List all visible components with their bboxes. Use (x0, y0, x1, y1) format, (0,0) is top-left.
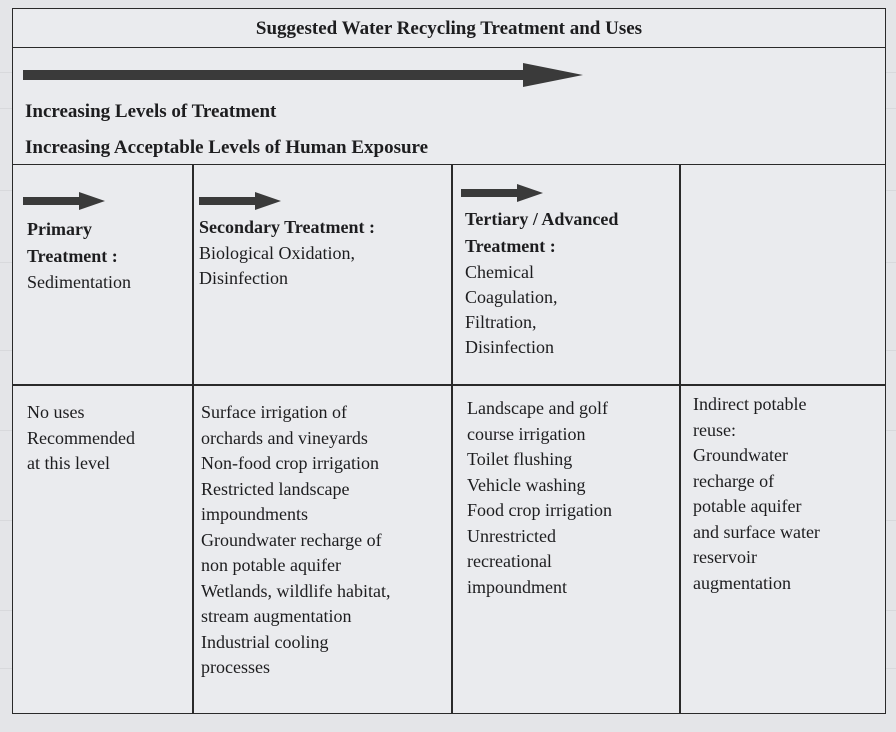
uses-line: Groundwater (693, 445, 788, 465)
uses-line: reservoir (693, 547, 757, 567)
primary-heading-line: Primary (27, 219, 92, 239)
primary-heading-line: Treatment : (27, 246, 118, 266)
uses-line: impoundment (467, 576, 567, 597)
uses-line: non potable aquifer (201, 555, 341, 575)
secondary-process-line: Disinfection (199, 268, 288, 288)
uses-line: Toilet flushing (467, 449, 573, 469)
primary-process-line: Sedimentation (27, 272, 131, 292)
uses-line: augmentation (693, 572, 791, 593)
uses-line: potable aquifer (693, 496, 802, 516)
uses-line: Indirect potable (693, 394, 807, 414)
tertiary-process-line: Filtration, (465, 312, 537, 332)
tertiary-process-line: Coagulation, (465, 287, 558, 307)
column-divider (679, 164, 681, 713)
uses-line: Non-food crop irrigation (201, 453, 379, 473)
tertiary-process-line: Disinfection (465, 337, 554, 357)
uses-line: Unrestricted (467, 525, 556, 546)
tertiary-treatment-cell (465, 206, 618, 360)
uses-line: stream augmentation (201, 606, 352, 626)
primary-uses-cell (27, 400, 135, 477)
uses-line: recreational (467, 551, 552, 571)
treatment-grid (13, 164, 885, 713)
uses-line: Wetlands, wildlife habitat, (201, 580, 391, 601)
uses-line: and surface water (693, 521, 820, 542)
secondary-process-line: Biological Oxidation, (199, 243, 355, 263)
column-divider (192, 164, 194, 713)
right-arrow-icon (461, 184, 543, 202)
right-arrow-icon (23, 63, 583, 87)
tertiary-heading-line: Tertiary / Advanced (465, 209, 619, 229)
tertiary-heading-line: Treatment : (465, 236, 556, 256)
uses-line: Recommended (27, 427, 135, 448)
secondary-treatment-cell (199, 214, 375, 291)
row-divider (13, 384, 885, 386)
uses-line: orchards and vineyards (201, 427, 368, 448)
uses-line: Vehicle washing (467, 474, 586, 495)
right-arrow-icon (23, 192, 105, 210)
column-divider (451, 164, 453, 713)
uses-line: Groundwater recharge of (201, 529, 382, 550)
uses-line: No uses (27, 402, 85, 422)
uses-line: Food crop irrigation (467, 500, 612, 520)
levels-row (13, 47, 885, 165)
treatment-table (12, 8, 886, 714)
uses-line: Restricted landscape (201, 478, 350, 499)
increasing-exposure-label: Increasing Acceptable Levels of Human Exposure (25, 137, 429, 158)
uses-line: impoundments (201, 504, 308, 524)
secondary-uses-cell (201, 400, 391, 681)
uses-line: Industrial cooling (201, 631, 329, 652)
table-title: Suggested Water Recycling Treatment and Uses (13, 9, 885, 48)
uses-line: Surface irrigation of (201, 402, 347, 422)
secondary-heading-line: Secondary Treatment : (199, 217, 375, 237)
uses-line: reuse: (693, 419, 736, 440)
uses-line: Landscape and golf (467, 398, 608, 418)
uses-line: course irrigation (467, 423, 586, 444)
advanced-uses-cell (693, 392, 820, 596)
uses-line: processes (201, 657, 270, 677)
primary-treatment-cell (27, 216, 131, 295)
increasing-treatment-label: Increasing Levels of Treatment (25, 101, 277, 122)
uses-line: recharge of (693, 470, 775, 491)
uses-line: at this level (27, 453, 110, 473)
tertiary-process-line: Chemical (465, 262, 534, 282)
tertiary-uses-cell (467, 396, 612, 600)
right-arrow-icon (199, 192, 281, 210)
